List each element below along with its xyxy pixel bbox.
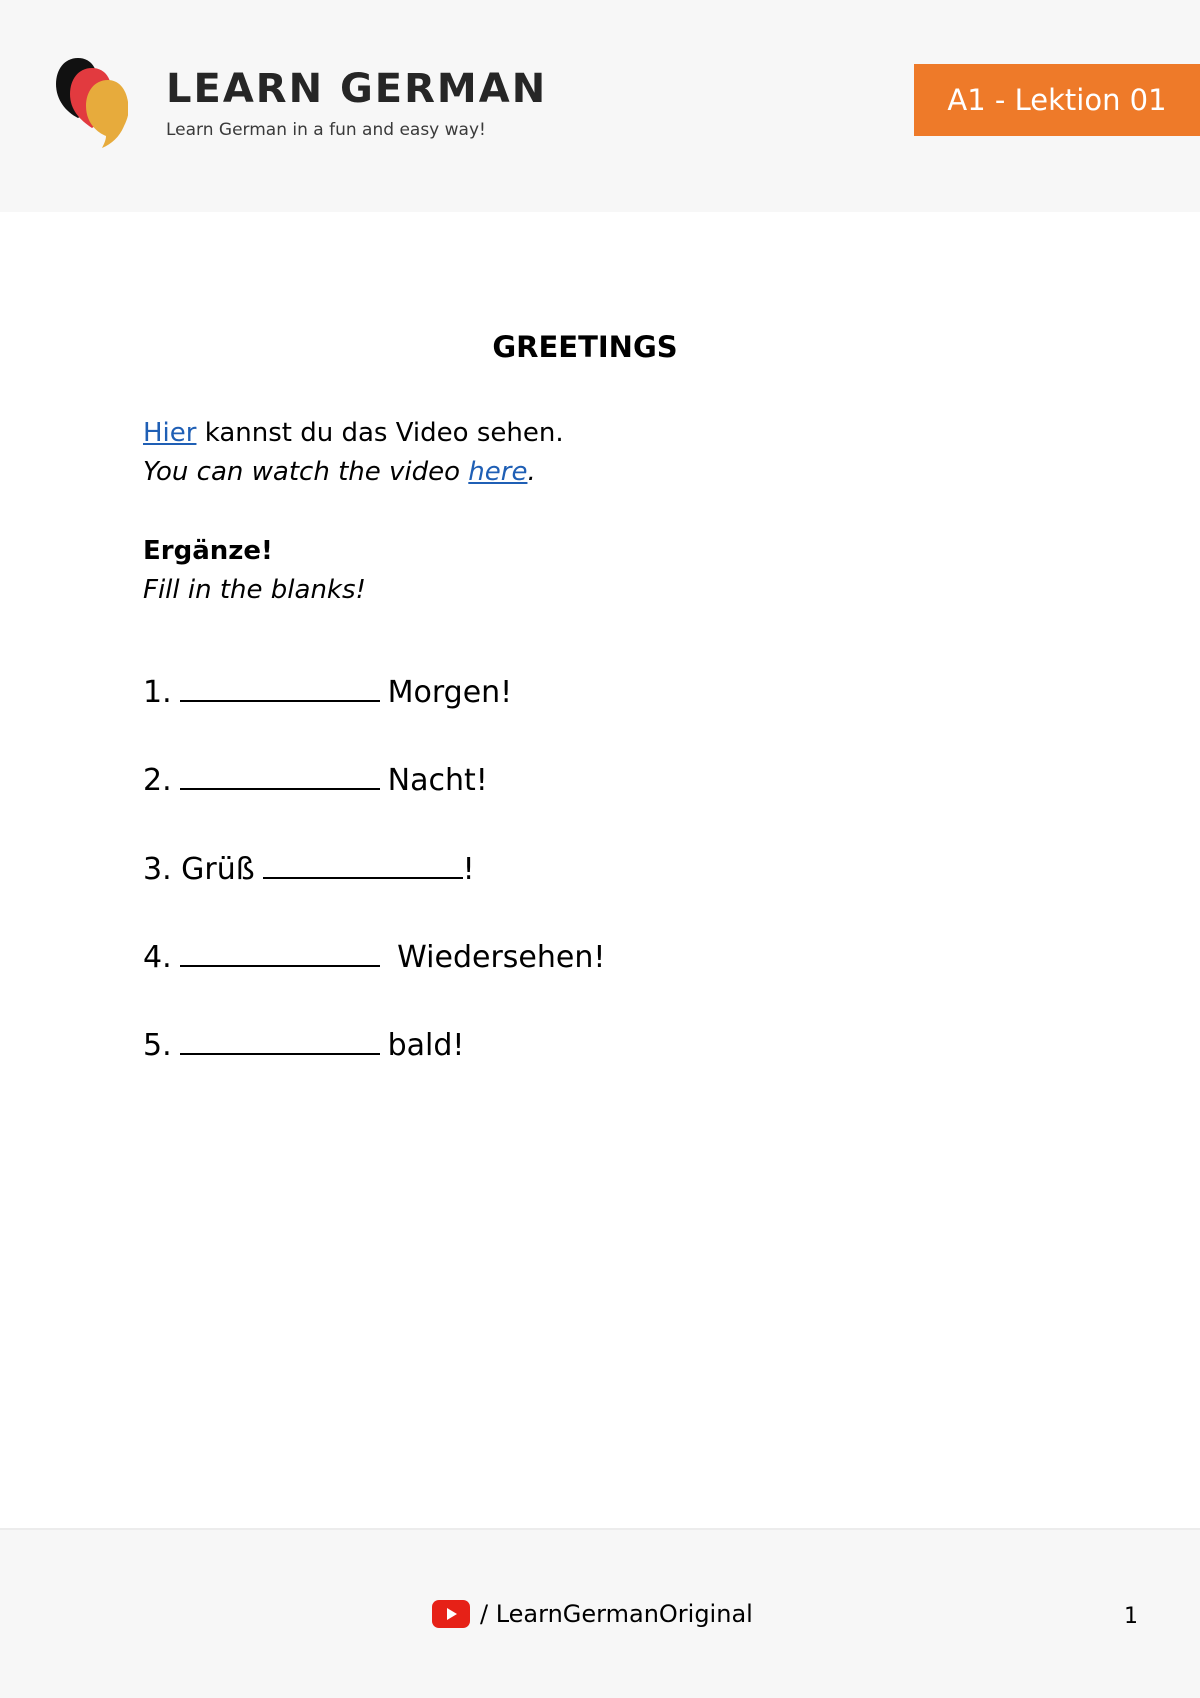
fill-blank[interactable]	[180, 672, 380, 702]
instruction-english: Fill in the blanks!	[143, 575, 366, 605]
video-link-here[interactable]: here	[468, 457, 528, 487]
instruction-german: Ergänze!	[143, 536, 273, 566]
fill-blank[interactable]	[180, 937, 380, 967]
lesson-badge: A1 - Lektion 01	[914, 64, 1200, 136]
exercise-number: 5.	[143, 1028, 172, 1063]
exercise-number: 3.	[143, 852, 172, 887]
exercise-number: 4.	[143, 940, 172, 975]
channel-name: / LearnGermanOriginal	[480, 1600, 753, 1628]
exercise-suffix: Morgen!	[387, 675, 513, 710]
exercise-suffix: bald!	[387, 1028, 465, 1063]
exercise-prefix: Grüß	[181, 852, 255, 887]
channel-link[interactable]	[432, 1600, 753, 1628]
fill-blank[interactable]	[180, 1025, 380, 1055]
exercise-suffix: !	[462, 852, 475, 887]
exercise-item	[143, 760, 488, 798]
video-line-english	[143, 457, 536, 487]
fill-blank[interactable]	[180, 760, 380, 790]
youtube-icon	[432, 1600, 470, 1628]
exercise-item	[143, 937, 605, 975]
exercise-number: 1.	[143, 675, 172, 710]
video-line-english-text: You can watch the video	[143, 457, 469, 487]
brand-title: LEARN GERMAN	[166, 66, 548, 112]
exercise-suffix: Wiedersehen!	[387, 940, 606, 975]
video-line-german	[143, 418, 564, 448]
exercise-item	[143, 672, 512, 710]
exercise-suffix: Nacht!	[387, 763, 488, 798]
speech-bubbles-logo-icon	[56, 56, 128, 148]
page-header	[0, 0, 1200, 212]
page-footer	[0, 1528, 1200, 1698]
video-line-german-text: kannst du das Video sehen.	[196, 418, 564, 448]
fill-blank[interactable]	[263, 849, 463, 879]
exercise-number: 2.	[143, 763, 172, 798]
brand-tagline: Learn German in a fun and easy way!	[166, 120, 486, 140]
page-number: 1	[1124, 1604, 1138, 1629]
page-title: GREETINGS	[492, 330, 678, 364]
exercise-item	[143, 1025, 464, 1063]
video-link-hier[interactable]: Hier	[143, 418, 197, 448]
exercise-item	[143, 849, 475, 887]
video-line-english-period: .	[527, 457, 536, 487]
